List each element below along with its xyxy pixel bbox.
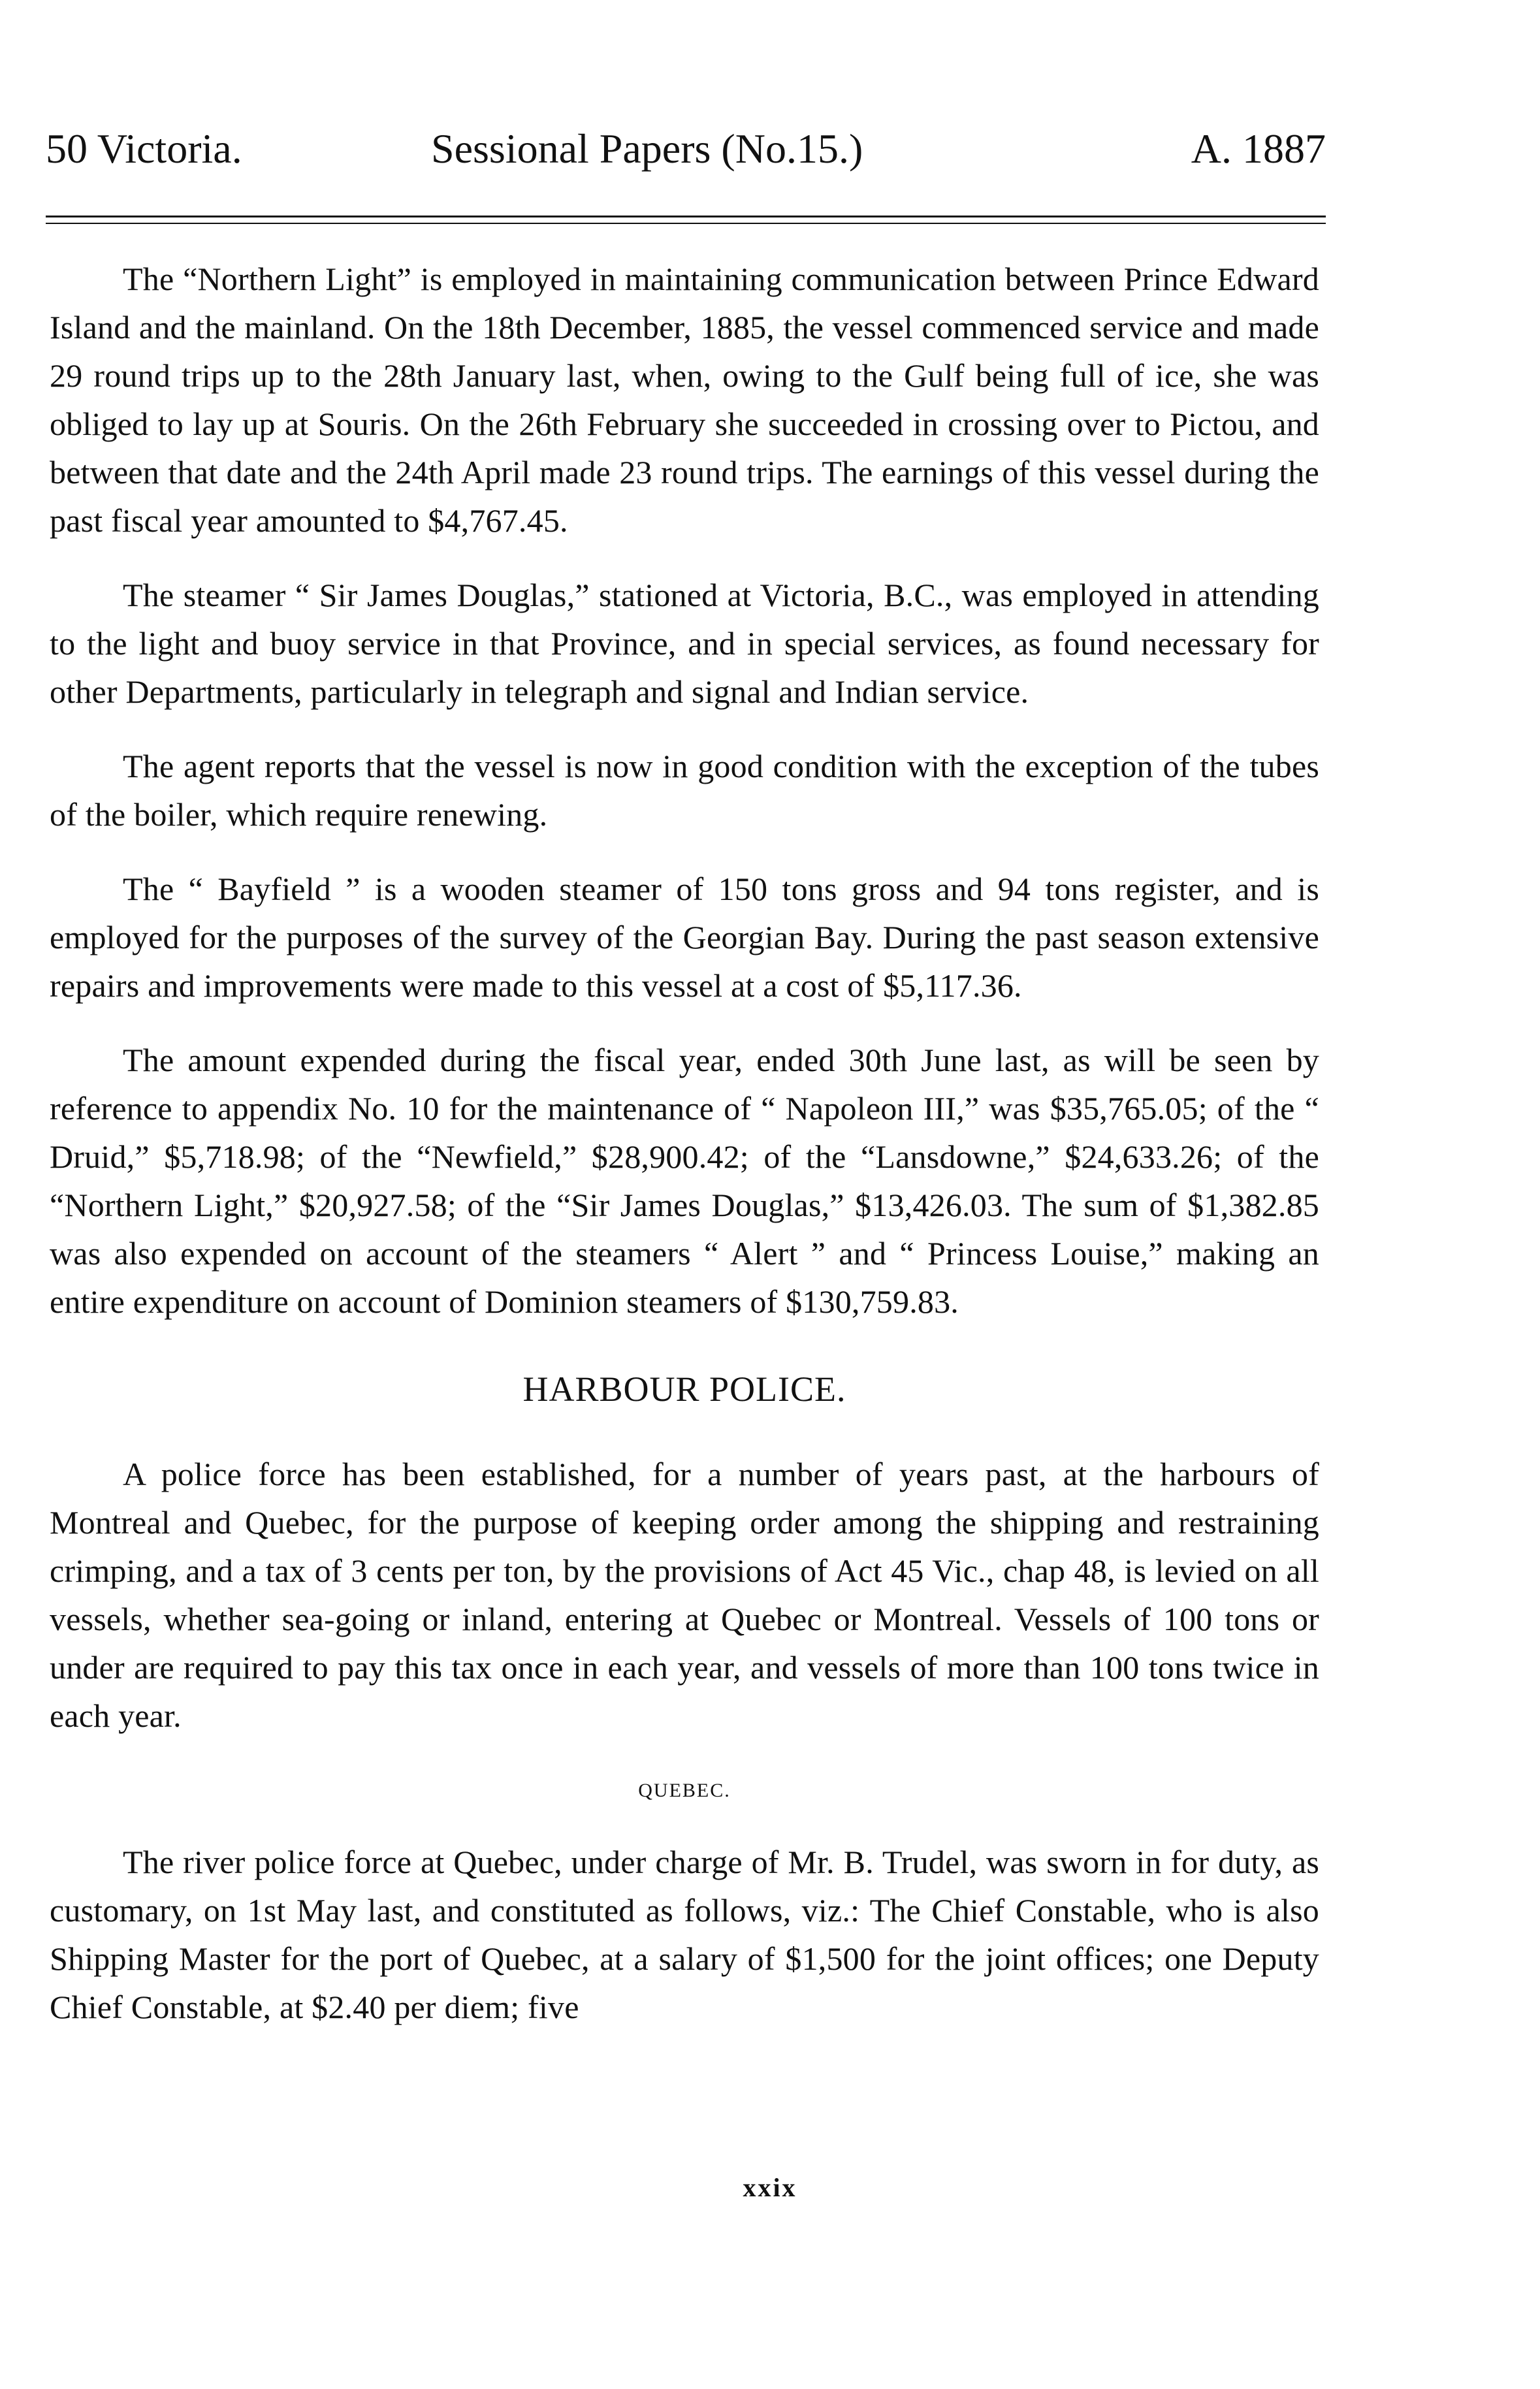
- section-heading-harbour-police: HARBOUR POLICE.: [522, 1370, 846, 1409]
- header-year: A. 1887: [1191, 125, 1326, 172]
- page-number: xxix: [743, 2173, 797, 2202]
- paragraph-vessel-condition: The agent reports that the vessel is now in good condition with the exception of the tubes of the boiler, which require renewing.: [50, 748, 1319, 833]
- paragraph-northern-light: The “Northern Light” is employed in maintaining communication between Prince Edward Island and the mainland. On the 18th December, 1885, the vessel commenced service and made 29 round trips up to the 28th January last, when, owing to the Gulf being full of ice, she was obliged to lay up at Souris. On the 26th February she succeeded in crossing over to Pictou, and between that date and the 24th April made 23 round trips. The earnings of this vessel during the past fiscal year amounted to $4,767.45.: [50, 261, 1319, 539]
- header-session: 50 Victoria.: [46, 125, 242, 172]
- paragraph-sir-james-douglas: The steamer “ Sir James Douglas,” stationed at Victoria, B.C., was employed in attending to the light and buoy service in that Province, and in special services, as found necessary for other Departments, particularly in telegraph and signal and Indian service.: [50, 577, 1319, 710]
- header-title: Sessional Papers (No.15.): [431, 125, 863, 172]
- body-text: [50, 255, 1319, 2031]
- paragraph-bayfield: The “ Bayfield ” is a wooden steamer of 150 tons gross and 94 tons register, and is employed for the purposes of the survey of the Georgian Bay. During the past season extensive repairs and improvements were made to this vessel at a cost of $5,117.36.: [50, 871, 1319, 1004]
- subsection-heading-quebec: QUEBEC.: [638, 1780, 731, 1801]
- paragraph-river-police: The river police force at Quebec, under charge of Mr. B. Trudel, was sworn in for duty, as customary, on 1st May last, and constituted as follows, viz.: The Chief Constable, who is also Shipping Master for the port of Quebec, at a salary of $1,500 for the joint offices; one Deputy Chief Constable, at $2.40 per diem; five: [50, 1844, 1319, 2025]
- running-header: [46, 123, 1326, 175]
- header-rule-thick: [46, 216, 1326, 217]
- paragraph-expenditure: The amount expended during the fiscal year, ended 30th June last, as will be seen by reference to appendix No. 10 for the maintenance of “ Napoleon III,” was $35,765.05; of the “ Druid,” $5,718.98; of the “Newfield,” $28,900.42; of the “Lansdowne,” $24,633.26; of the “Northern Light,” $20,927.58; of the “Sir James Douglas,” $13,426.03. The sum of $1,382.85 was also expended on account of the steamers “ Alert ” and “ Princess Louise,” making an entire expenditure on account of Dominion steamers of $130,759.83.: [50, 1042, 1319, 1320]
- paragraph-police-force: A police force has been established, for a number of years past, at the harbours of Montreal and Quebec, for the purpose of keeping order among the shipping and restraining crimping, and a tax of 3 cents per ton, by the provisions of Act 45 Vic., chap 48, is levied on all vessels, whether sea-going or inland, entering at Quebec or Montreal. Vessels of 100 tons or under are required to pay this tax once in each year, and vessels of more than 100 tons twice in each year.: [50, 1456, 1319, 1734]
- header-rule-thin: [46, 223, 1326, 224]
